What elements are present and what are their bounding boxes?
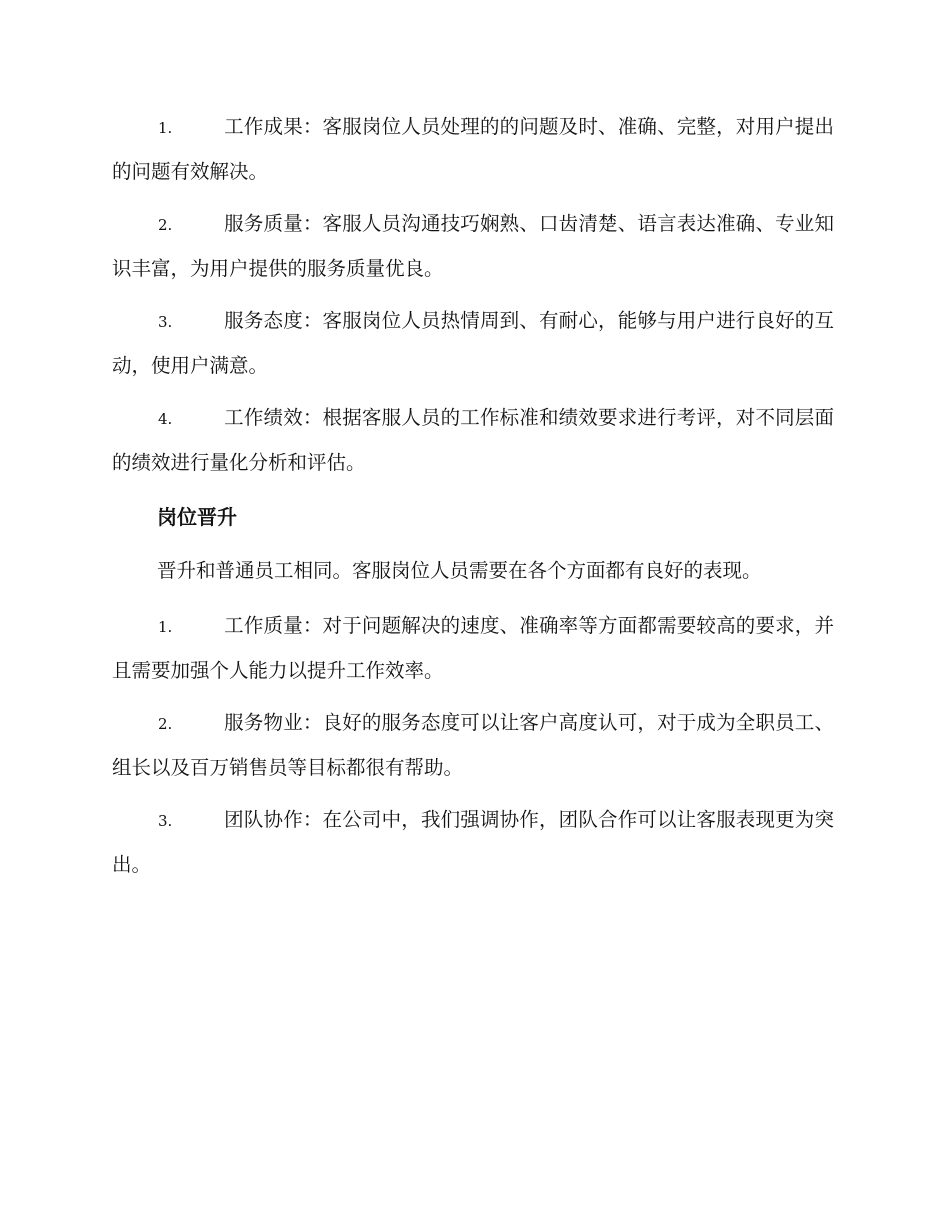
list-number: 4. xyxy=(158,410,173,428)
list-item xyxy=(112,299,834,388)
list-item-text: 服务态度：客服岗位人员热情周到、有耐心，能够与用户进行良好的互动，使用户满意。 xyxy=(112,309,834,377)
intro-paragraph: 晋升和普通员工相同。客服岗位人员需要在各个方面都有良好的表现。 xyxy=(157,559,762,582)
list-item-text: 工作绩效：根据客服人员的工作标准和绩效要求进行考评，对不同层面的绩效进行量化分析和评估。 xyxy=(112,406,834,474)
list-item xyxy=(112,798,834,887)
list-number: 3. xyxy=(158,313,173,331)
list-item-text: 工作质量：对于问题解决的速度、准确率等方面都需要较高的要求，并且需要加强个人能力以提升工作效率。 xyxy=(112,614,834,682)
list-number: 3. xyxy=(158,812,173,830)
list-item xyxy=(112,396,834,485)
list-item-text: 服务质量：客服人员沟通技巧娴熟、口齿清楚、语言表达准确、专业知识丰富，为用户提供的服务质量优良。 xyxy=(112,212,834,280)
list-number: 1. xyxy=(158,119,173,137)
list-item xyxy=(112,701,834,790)
list-item-text: 团队协作：在公司中，我们强调协作，团队合作可以让客服表现更为突出。 xyxy=(112,808,834,876)
list-item xyxy=(112,604,834,693)
list-number: 1. xyxy=(158,618,173,636)
list-number: 2. xyxy=(158,216,173,234)
list-item xyxy=(112,202,834,291)
list-item xyxy=(112,105,834,194)
list-item-text: 工作成果：客服岗位人员处理的的问题及时、准确、完整，对用户提出的问题有效解决。 xyxy=(112,115,834,183)
list-item-text: 服务物业：良好的服务态度可以让客户高度认可，对于成为全职员工、组长以及百万销售员等目标都很有帮助。 xyxy=(112,711,834,779)
section-heading: 岗位晋升 xyxy=(157,505,237,529)
list-number: 2. xyxy=(158,715,173,733)
